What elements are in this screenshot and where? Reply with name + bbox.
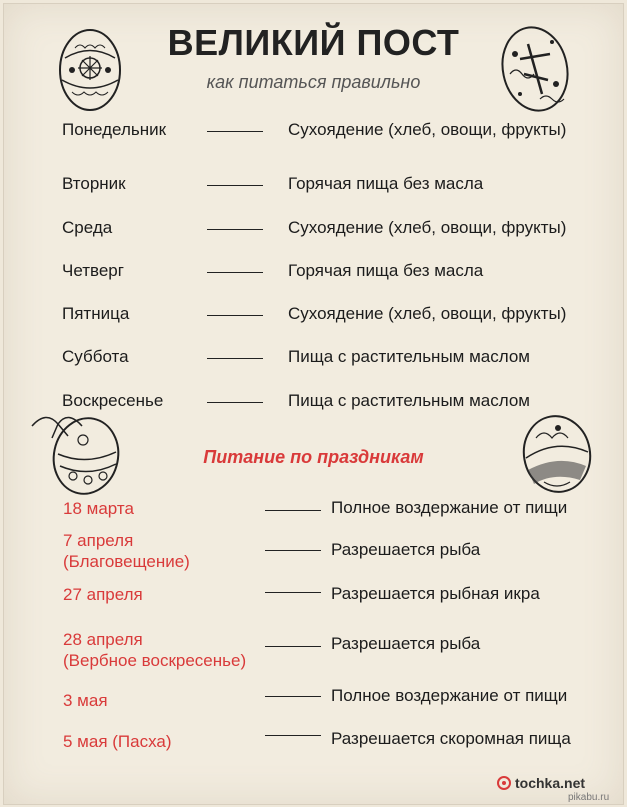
holiday-rule: Полное воздержание от пищи (331, 498, 568, 517)
divider-dash (265, 592, 321, 593)
holiday-date: 7 апреля (63, 531, 134, 550)
holiday-rule: Разрешается рыба (331, 634, 481, 653)
food-rule: Пища с растительным маслом (288, 347, 530, 366)
target-logo-icon (497, 776, 511, 790)
list-item (0, 731, 627, 775)
food-rule: Горячая пища без масла (288, 174, 484, 193)
list-item (0, 174, 627, 218)
holiday-rule: Разрешается скоромная пища (331, 729, 571, 748)
list-item (0, 304, 627, 348)
divider-dash (207, 185, 263, 186)
divider-dash (207, 131, 263, 132)
holiday-date: 18 марта (63, 499, 134, 518)
divider-dash (207, 358, 263, 359)
divider-dash (207, 272, 263, 273)
list-item (0, 629, 627, 673)
day-label: Суббота (62, 347, 129, 366)
divider-dash (265, 735, 321, 736)
food-rule: Пища с растительным маслом (288, 391, 530, 410)
day-label: Понедельник (62, 120, 167, 139)
food-rule: Горячая пища без масла (288, 261, 484, 280)
list-item (0, 120, 627, 164)
holiday-date: 28 апреля (63, 630, 143, 649)
list-item (0, 530, 627, 574)
brand-logo[interactable]: tochka.net (515, 775, 586, 791)
list-item (0, 218, 627, 262)
holiday-note: (Благовещение) (63, 552, 190, 571)
divider-dash (207, 229, 263, 230)
day-label: Пятница (62, 304, 130, 323)
list-item (0, 347, 627, 391)
day-label: Воскресенье (62, 391, 164, 410)
page-title: ВЕЛИКИЙ ПОСТ (167, 22, 460, 63)
holiday-note: (Вербное воскресенье) (63, 651, 247, 670)
list-item (0, 261, 627, 305)
holiday-date: 3 мая (63, 691, 108, 710)
section-title: Питание по праздникам (203, 447, 424, 467)
page-subtitle: как питаться правильно (206, 72, 421, 92)
divider-dash (265, 550, 321, 551)
day-label: Четверг (62, 261, 124, 280)
divider-dash (265, 696, 321, 697)
holiday-date: 27 апреля (63, 585, 143, 604)
day-label: Вторник (62, 174, 126, 193)
holiday-date: 5 мая (Пасха) (63, 732, 172, 751)
holiday-rule: Разрешается рыбная икра (331, 584, 540, 603)
list-item (0, 686, 627, 734)
list-item (0, 391, 627, 435)
day-label: Среда (62, 218, 113, 237)
food-rule: Сухоядение (хлеб, овощи, фрукты) (288, 120, 567, 139)
divider-dash (265, 646, 321, 647)
food-rule: Сухоядение (хлеб, овощи, фрукты) (288, 218, 567, 237)
holiday-rule: Полное воздержание от пищи (331, 686, 568, 705)
holiday-rule: Разрешается рыба (331, 540, 481, 559)
list-item (0, 584, 627, 628)
divider-dash (265, 510, 321, 511)
divider-dash (207, 315, 263, 316)
watermark: pikabu.ru (568, 792, 610, 803)
divider-dash (207, 402, 263, 403)
food-rule: Сухоядение (хлеб, овощи, фрукты) (288, 304, 567, 323)
